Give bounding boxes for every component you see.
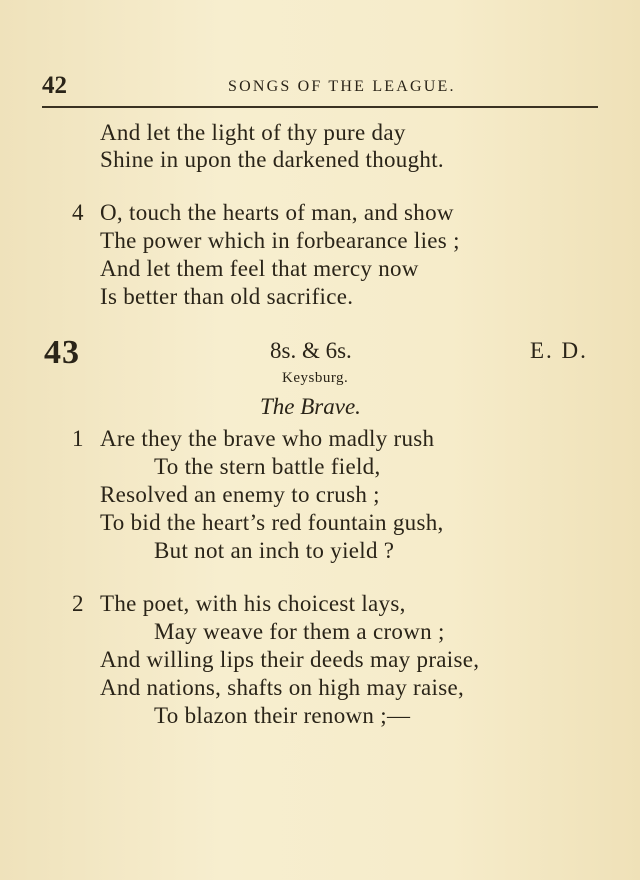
verse-line: But not an inch to yield ? <box>154 538 395 563</box>
verse-line: May weave for them a crown ; <box>154 619 445 644</box>
hymn-author: E. D. <box>530 338 588 363</box>
page-header <box>42 72 598 102</box>
verse-line: To blazon their renown ;— <box>154 703 411 728</box>
hymn-number: 43 <box>44 334 80 371</box>
verse-line: The power which in forbearance lies ; <box>100 228 460 253</box>
stanza-number: 1 <box>72 426 84 451</box>
verse-line: And let the light of thy pure day <box>100 120 406 145</box>
verse-line: To the stern battle field, <box>154 454 381 479</box>
verse-line: Are they the brave who madly rush <box>100 426 435 451</box>
hymn-title: The Brave. <box>260 394 361 419</box>
tune-name: Keysburg. <box>282 370 349 386</box>
stanza-number: 4 <box>72 200 84 225</box>
verse-line: And let them feel that mercy now <box>100 256 419 281</box>
verse-line: And willing lips their deeds may praise, <box>100 647 480 672</box>
verse-line: And nations, shafts on high may raise, <box>100 675 465 700</box>
verse-line: Is better than old sacrifice. <box>100 284 354 309</box>
hymn-meter: 8s. & 6s. <box>270 338 352 363</box>
verse-line: Shine in upon the darkened thought. <box>100 147 444 172</box>
verse-line: To bid the heart’s red fountain gush, <box>100 510 444 535</box>
stanza-number: 2 <box>72 591 84 616</box>
header-rule <box>42 106 598 108</box>
verse-line: Resolved an enemy to crush ; <box>100 482 380 507</box>
verse-line: O, touch the hearts of man, and show <box>100 200 454 225</box>
running-head: SONGS OF THE LEAGUE. <box>228 78 456 95</box>
page-number: 42 <box>42 72 67 99</box>
verse-line: The poet, with his choicest lays, <box>100 591 406 616</box>
